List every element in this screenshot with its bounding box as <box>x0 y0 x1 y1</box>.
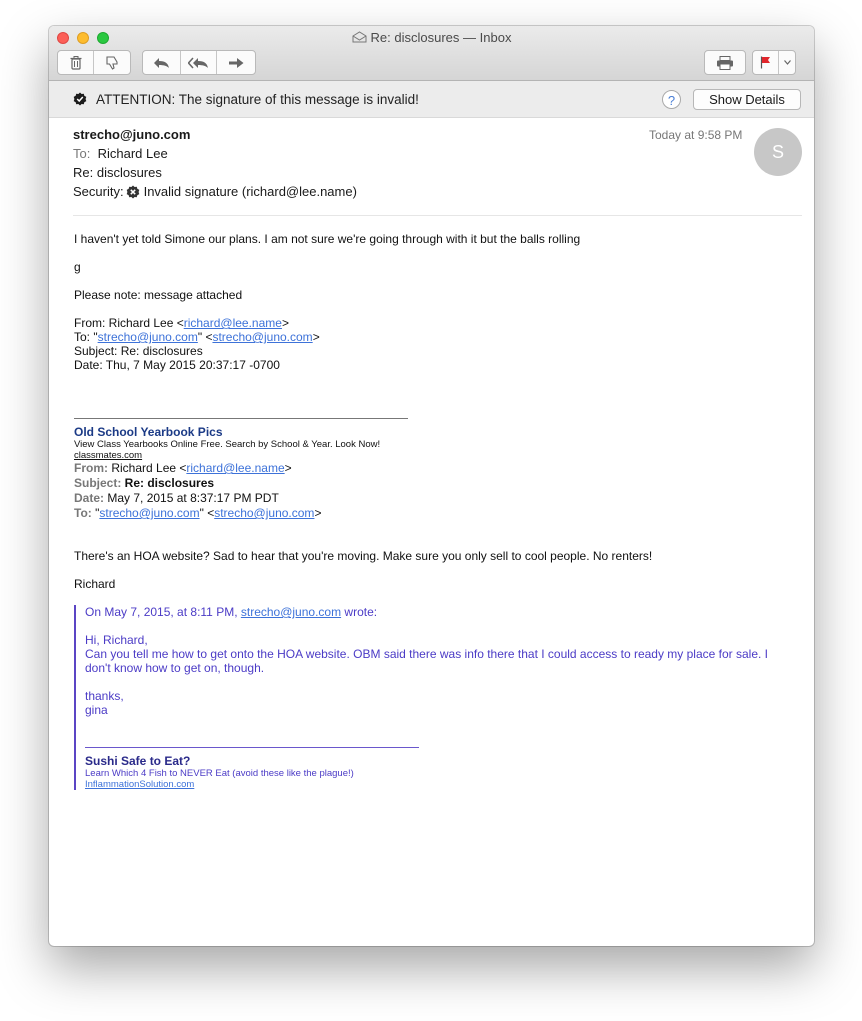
quoted-message <box>74 605 794 790</box>
window-title <box>49 30 814 46</box>
fwd-from-line: From: Richard Lee <richard@lee.name> <box>74 316 289 330</box>
mail-window <box>49 26 814 946</box>
forwarded-header-2 <box>74 461 794 521</box>
reply-all-button[interactable] <box>181 51 217 74</box>
quote-ad-block <box>85 747 794 790</box>
email-link[interactable]: strecho@juno.com <box>212 330 313 344</box>
reply-button[interactable] <box>143 51 181 74</box>
recipient-line <box>73 146 168 161</box>
chevron-down-icon <box>784 60 791 65</box>
trash-icon <box>70 56 82 70</box>
body-paragraph: g <box>74 260 81 274</box>
ad-title[interactable]: Old School Yearbook Pics <box>74 425 223 439</box>
flag-group <box>752 50 796 75</box>
security-label: Security: <box>73 184 124 199</box>
quote-text: Can you tell me how to get onto the HOA website. OBM said there was info there that I could access to ready my place for sale. I don't know how to get on, though. <box>85 647 769 675</box>
quote-ad-divider <box>85 747 419 748</box>
delete-button[interactable] <box>58 51 94 74</box>
email-link[interactable]: strecho@juno.com <box>214 506 315 520</box>
message-header <box>49 118 814 216</box>
body-paragraph: I haven't yet told Simone our plans. I am not sure we're going through with it but the balls rolling <box>74 232 581 246</box>
quote-thanks: thanks, <box>85 689 124 703</box>
quote-ad-title[interactable]: Sushi Safe to Eat? <box>85 754 191 768</box>
fwd2-to-line: To: "strecho@juno.com" <strecho@juno.com> <box>74 506 322 520</box>
reply-icon <box>153 57 170 69</box>
quote-ad-description: Learn Which 4 Fish to NEVER Eat (avoid these like the plague!) <box>85 768 354 779</box>
print-button[interactable] <box>705 51 745 74</box>
fwd2-date-line: Date: May 7, 2015 at 8:37:17 PM PDT <box>74 491 279 505</box>
sender-avatar: S <box>754 128 802 176</box>
recipient-name[interactable]: Richard Lee <box>97 146 168 161</box>
fwd-subject-line: Subject: Re: disclosures <box>74 344 203 358</box>
junk-button[interactable] <box>94 51 130 74</box>
quote-greeting: Hi, Richard, <box>85 633 148 647</box>
thumbs-down-icon <box>105 56 120 70</box>
fwd-to-line: To: "strecho@juno.com" <strecho@juno.com> <box>74 330 320 344</box>
flag-button[interactable] <box>753 51 779 74</box>
flag-icon <box>760 56 771 69</box>
fwd-date-line: Date: Thu, 7 May 2015 20:37:17 -0700 <box>74 358 280 372</box>
titlebar <box>49 26 814 81</box>
invalid-signature-icon <box>126 185 140 199</box>
show-details-button[interactable]: Show Details <box>693 89 801 110</box>
signature-warning-banner <box>49 81 814 118</box>
reply-forward-group <box>142 50 256 75</box>
warning-badge-icon <box>73 92 87 109</box>
security-line <box>73 184 357 199</box>
body-paragraph: Please note: message attached <box>74 288 243 302</box>
signature-warning-text: ATTENTION: The signature of this message is invalid! <box>96 92 419 107</box>
forward-icon <box>228 57 245 69</box>
ad-description: View Class Yearbooks Online Free. Search by School & Year. Look Now! <box>74 439 381 450</box>
forwarded-header <box>74 316 794 372</box>
email-link[interactable]: richard@lee.name <box>183 316 282 330</box>
email-link[interactable]: strecho@juno.com <box>97 330 198 344</box>
quote-name: gina <box>85 703 108 717</box>
quote-ad-site-link[interactable]: InflammationSolution.com <box>85 779 195 790</box>
envelope-icon <box>352 31 367 46</box>
email-link[interactable]: strecho@juno.com <box>240 605 342 619</box>
sender-address[interactable]: strecho@juno.com <box>73 127 191 142</box>
delete-junk-group <box>57 50 131 75</box>
to-label: To: <box>73 146 91 161</box>
message-body <box>74 232 794 790</box>
print-group <box>704 50 746 75</box>
subject-line: Re: disclosures <box>73 165 162 180</box>
signature-name: Richard <box>74 577 116 591</box>
ad-divider <box>74 418 408 419</box>
fwd2-subject-line: Subject: Re: disclosures <box>74 476 215 490</box>
window-title-text: Re: disclosures — Inbox <box>370 30 512 45</box>
security-value[interactable]: Invalid signature (richard@lee.name) <box>143 184 357 199</box>
ad-site-link[interactable]: classmates.com <box>74 450 143 461</box>
ad-block <box>74 418 794 461</box>
quote-intro: On May 7, 2015, at 8:11 PM, strecho@juno.com wrote: <box>85 605 378 619</box>
fwd2-from-line: From: Richard Lee <richard@lee.name> <box>74 461 292 475</box>
email-link[interactable]: strecho@juno.com <box>99 506 200 520</box>
forward-button[interactable] <box>217 51 255 74</box>
email-link[interactable]: richard@lee.name <box>186 461 285 475</box>
header-divider <box>73 215 802 216</box>
body-paragraph: There's an HOA website? Sad to hear that you're moving. Make sure you only sell to cool people. No renters! <box>74 549 653 563</box>
printer-icon <box>716 56 734 70</box>
flag-menu-button[interactable] <box>779 51 795 74</box>
help-button[interactable]: ? <box>662 90 681 109</box>
reply-all-icon <box>188 57 209 69</box>
received-date: Today at 9:58 PM <box>649 128 743 142</box>
